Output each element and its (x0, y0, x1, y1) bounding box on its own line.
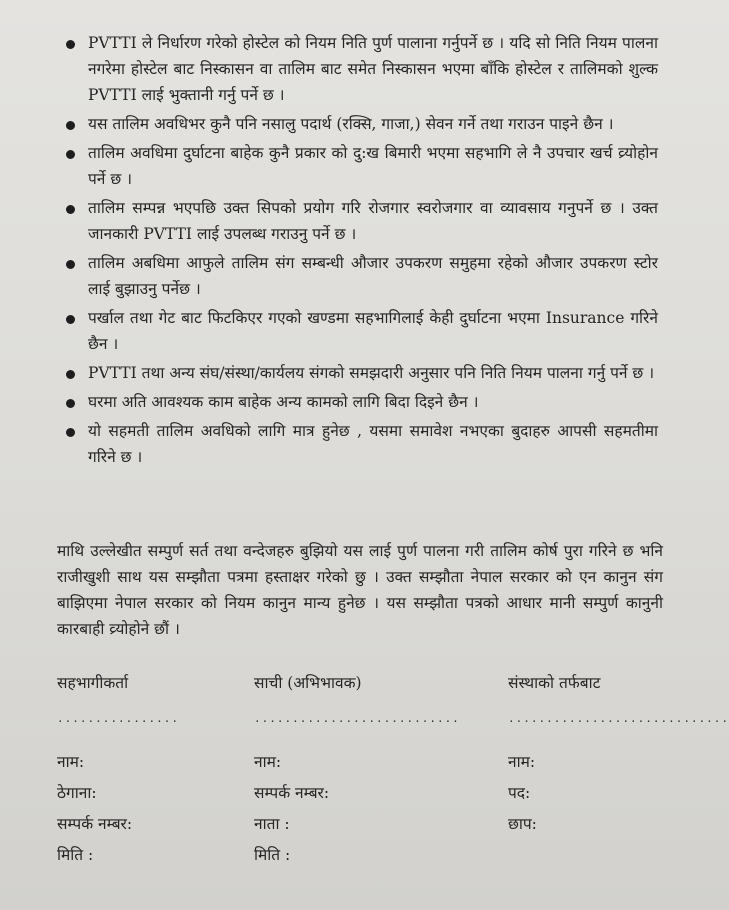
rule-text: PVTTI तथा अन्य संघ/संस्था/कार्यलय संगको समझदारी अनुसार पनि निति नियम पालना गर्नु पर्ने छ । (88, 364, 655, 382)
rule-text: यस तालिम अवधिभर कुनै पनि नसालु पदार्थ (रक्सि, गाजा,) सेवन गर्ने तथा गराउन पाइने छैन । (88, 115, 614, 133)
witness-contact-label: सम्पर्क नम्बर: (254, 784, 330, 802)
institution-signature-block (508, 668, 729, 840)
bullet-icon (66, 260, 75, 269)
rule-text: तालिम अवधिमा दुर्घाटना बाहेक कुनै प्रकार को दु:ख बिमारी भएमा सहभागि ले नै उपचार खर्च व्र्योहोन पर्ने छ । (88, 144, 658, 188)
institution-name-label: नाम: (508, 753, 536, 771)
bullet-icon (66, 121, 75, 130)
rule-item (58, 389, 658, 415)
bullet-icon (66, 428, 75, 437)
rule-item (58, 305, 658, 357)
institution-position-label: पद: (508, 784, 531, 802)
bullet-icon (66, 399, 75, 408)
institution-signature-line: ............................. (508, 712, 729, 725)
witness-relation-label: नाता : (254, 815, 290, 833)
rules-list (58, 30, 658, 473)
witness-signature-line: ........................... (254, 712, 460, 725)
participant-heading: सहभागीकर्ता (57, 674, 129, 692)
participant-signature-line: ................ (57, 712, 179, 725)
bullet-icon (66, 370, 75, 379)
witness-signature-block (254, 668, 460, 871)
rule-item (58, 195, 658, 247)
rule-item (58, 30, 658, 108)
bullet-icon (66, 315, 75, 324)
rule-item (58, 140, 658, 192)
bullet-icon (66, 205, 75, 214)
rule-text: PVTTI ले निर्धारण गरेको होस्टेल को नियम निति पुर्ण पालाना गर्नुपर्ने छ । यदि सो निति नियम पालना नगरेमा होस्टेल बाट निस्कासन वा तालिम बाट समेत निस्कासन भएमा बाँकि होस्टेल र तालिमको शुल्क PVTTI लाई भुक्तानी गर्नु पर्ने छ । (88, 34, 658, 104)
agreement-paragraph: माथि उल्लेखीत सम्पुर्ण सर्त तथा वन्देजहरु बुझियो यस लाई पुर्ण पालना गरी तालिम कोर्ष पुरा गरिने छ भनि राजीखुशी साथ यस सम्झौता पत्रमा हस्ताक्षर गरेको छु । उक्त सम्झौता नेपाल सरकार को एन कानुन संग बाझिएमा नेपाल सरकार को नियम कानुन मान्य हुनेछ । यस सम्झौता पत्रको आधार मानी सम्पुर्ण कानुनी कारबाही व्र्योहोने छौं । (57, 542, 663, 638)
institution-heading: संस्थाको तर्फबाट (508, 674, 601, 692)
rule-item (58, 250, 658, 302)
rule-item (58, 111, 658, 137)
participant-date-label: मिति : (57, 846, 94, 864)
witness-name-label: नाम: (254, 753, 282, 771)
rule-item (58, 360, 658, 386)
participant-address-label: ठेगाना: (57, 784, 97, 802)
witness-heading: साची (अभिभावक) (254, 674, 362, 692)
bullet-icon (66, 150, 75, 159)
rule-text: पर्खाल तथा गेट बाट फिटकिएर गएको खण्डमा सहभागिलाई केही दुर्घाटना भएमा Insurance गरिने छैन । (88, 309, 658, 353)
rule-item (58, 418, 658, 470)
witness-date-label: मिति : (254, 846, 291, 864)
rule-text: तालिम अबधिमा आफुले तालिम संग सम्बन्धी औजार उपकरण समुहमा रहेको औजार उपकरण स्टोर लाई बुझाउनु पर्नेछ । (88, 254, 658, 298)
rule-text: घरमा अति आवश्यक काम बाहेक अन्य कामको लागि बिदा दिइने छैन । (88, 393, 479, 411)
bullet-icon (66, 40, 75, 49)
rule-text: यो सहमती तालिम अवधिको लागि मात्र हुनेछ , यसमा समावेश नभएका बुदाहरु आपसी सहमतीमा गरिने छ । (88, 422, 658, 466)
institution-stamp-label: छाप: (508, 815, 537, 833)
rule-text: तालिम सम्पन्न भएपछि उक्त सिपको प्रयोग गरि रोजगार स्वरोजगार वा व्यावसाय गनुपर्ने छ । उक्त जानकारी PVTTI लाई उपलब्ध गराउनु पर्ने छ । (88, 199, 658, 243)
participant-signature-block (57, 668, 179, 871)
participant-name-label: नाम: (57, 753, 85, 771)
participant-contact-label: सम्पर्क नम्बर: (57, 815, 133, 833)
